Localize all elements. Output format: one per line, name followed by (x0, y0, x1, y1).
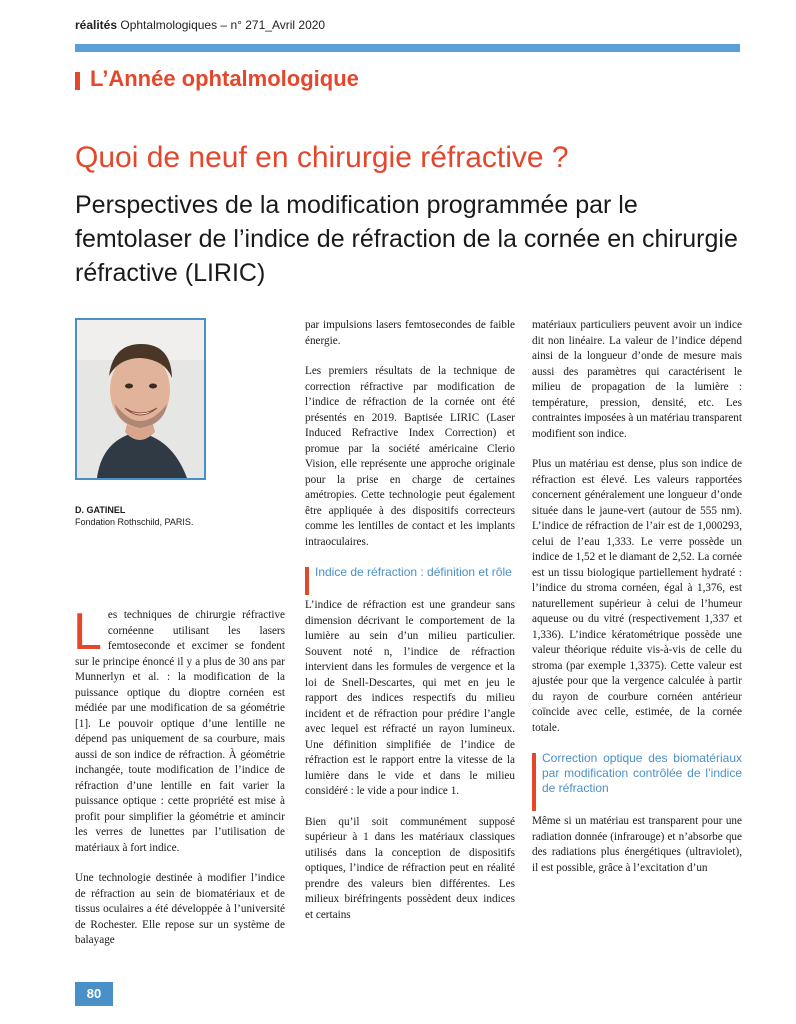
subheading: Correction optique des biomatériaux par modification contrôlée de l’indice de réfraction (532, 751, 742, 796)
page-number: 80 (75, 982, 113, 1006)
article-subtitle: Perspectives de la modification programmée par le femtolaser de l’indice de réfraction de la cornée en chirurgie réfractive (LIRIC) (75, 191, 738, 287)
running-header (75, 18, 325, 32)
body-paragraph: Les techniques de chirurgie réfractive cornéenne utilisant les lasers femtoseconde et excimer se fondent sur le principe énoncé il y a plus de 30 ans par Munnerlyn et al. : la modification de la puissance optique du dioptre cornéen est médiée par une modification de sa géométrie [1]. Le pouvoir optique d’une lentille ne dépend pas uniquement de sa courbure, mais aussi de son indice de réfraction. À géométrie inchangée, toute modification de l’indice de réfraction d’une lentille en fait varier la puissance optique : cette propriété est mise à profit pour simplifier la géométrie et amincir les verres de lunettes par l’utilisation de matériaux à fort indice. (73, 603, 285, 854)
body-paragraph: Une technologie destinée à modifier l’indice de réfraction au sein de biomatériaux et de tissus oculaires a été développée à l’université de Rochester. Elle repose sur un système de balayage (75, 872, 285, 946)
subheading: Indice de réfraction : définition et rôle (305, 565, 515, 580)
top-rule (75, 44, 740, 52)
subheading-marker (532, 753, 536, 811)
body-paragraph: Plus un matériau est dense, plus son indice de réfraction est élevé. Les valeurs rapportées concernent généralement une longueur d’onde située dans le jaune-vert (autour de 555 nm). L’indice de réfraction de l’air est de 1,000293, celui de l’eau 1,333. Le verre possède un indice de 1,52 et le diamant de 2,52. La cornée est un tissu biologique partiellement hydraté : l’indice du stroma cornéen, égal à 1,376, est naturellement supérieur à celui de l’humeur aqueuse ou du vitré (respectivement 1,337 et 1,336). L’indice kératométrique possède une valeur théorique réduite vis-à-vis de celle du stroma (par exemple 1,3375). Cette valeur est ajustée pour que la vergence calculée à partir du rayon de courbure cornéen antérieur coïncide avec celle, estimée, de la cornée totale. (532, 458, 742, 734)
author-photo (75, 318, 206, 480)
brand-name: réalités (75, 18, 118, 32)
body-paragraph: Même si un matériau est transparent pour une radiation donnée (infrarouge) et n’absorbe que des radiations plus énergétiques (ultraviolet), il est possible, grâce à l’excitation d’un (532, 815, 742, 874)
body-paragraph: Bien qu’il soit communément supposé supérieur à 1 dans les matériaux classiques utilisés dans la conception de dispositifs optiques, l’indice de réfraction peut en réalité prendre des valeurs bien différentes. Les milieux biréfringents possèdent deux indices et certains (305, 815, 515, 921)
author-name: D. GATINEL (75, 505, 126, 515)
section-marker (75, 72, 80, 90)
text-column-3 (532, 318, 742, 891)
text-column-1 (73, 603, 285, 964)
article-title: Quoi de neuf en chirurgie réfractive ? (75, 141, 569, 174)
body-paragraph: par impulsions lasers femtosecondes de faible énergie. (305, 319, 515, 347)
drop-cap: L (73, 603, 102, 661)
section-title: L’Année ophtalmologique (90, 66, 359, 91)
author-portrait-image (77, 320, 204, 478)
publication-info: Ophtalmologiques – n° 271_Avril 2020 (120, 18, 326, 32)
body-paragraph: L’indice de réfraction est une grandeur sans dimension décrivant le comportement de la lumière au sein d’un milieu particulier. Souvent noté n, l’indice de réfraction intervient dans les formules de vergence et la loi de Snell-Descartes, qui met en jeu le rapport des indices respectifs du milieu incident et de réfraction pour prédire l’angle avec lequel est réfracté un rayon lumineux. Une définition simplifiée de l’indice de réfraction est le rapport entre la vitesse de la lumière dans le vide et dans le milieu considéré : le vide a pour indice 1. (305, 599, 515, 797)
author-affiliation: Fondation Rothschild, PARIS. (75, 517, 194, 527)
body-paragraph: matériaux particuliers peuvent avoir un indice dit non linéaire. La valeur de l’indice dépend ainsi de la longueur d’onde de mesure mais aussi des paramètres qui caractérisent le milieu de propagation de la lumière : température, pression, densité, etc. Les contraintes imposées à un matériau transparent modifient son indice. (532, 319, 742, 440)
subheading-marker (305, 567, 309, 595)
text-column-2 (305, 318, 515, 938)
body-paragraph: Les premiers résultats de la technique de correction réfractive par modification de l’indice de réfraction de la cornée ont été présentés en 2019. Baptisée LIRIC (Laser Induced Refractive Index Correction) et promue par la société américaine Clerio Vision, elle représente une approche originale pour la prise en charge de certaines amétropies. Cette technologie peut également être appliquée à des dispositifs correcteurs comme les lentilles de contact et les implants intraoculaires. (305, 365, 515, 548)
